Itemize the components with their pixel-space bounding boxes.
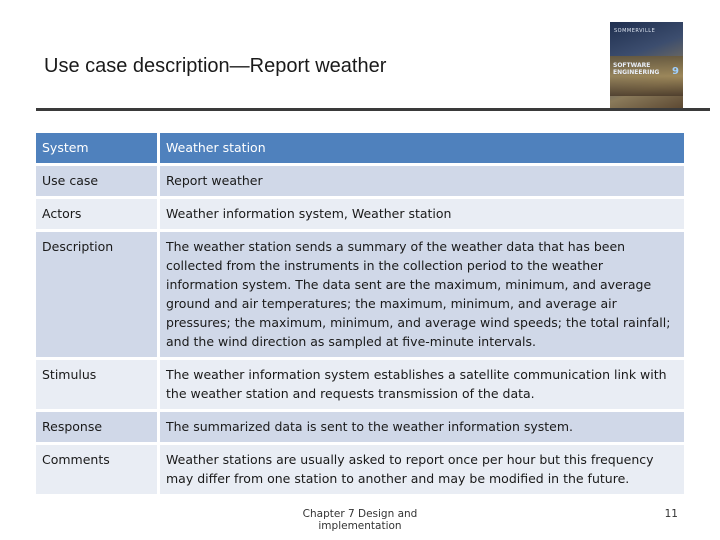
row-value: Weather station	[160, 133, 684, 163]
row-value: The summarized data is sent to the weather information system.	[160, 412, 684, 442]
row-value: Report weather	[160, 166, 684, 196]
table-row-system	[36, 133, 684, 163]
cover-author: SOMMERVILLE	[614, 28, 656, 34]
row-value: The weather station sends a summary of the weather data that has been collected from the instruments in the collection period to the weather information system. The data sent are the maximum, minimum, and average ground and air temperatures; the maximum, minimum, and average air pressures; the maximum, minimum, and average wind speeds; the total rainfall; and the wind direction as sampled at five-minute intervals.	[160, 232, 684, 357]
row-value: Weather information system, Weather station	[160, 199, 684, 229]
row-label: Actors	[36, 199, 160, 229]
table-row-stimulus	[36, 360, 684, 409]
row-value: Weather stations are usually asked to report once per hour but this frequency may differ from one station to another and may be modified in the future.	[160, 445, 684, 494]
table-row-comments	[36, 445, 684, 494]
cover-title: SOFTWARE ENGINEERING	[613, 62, 660, 76]
row-label: Stimulus	[36, 360, 160, 409]
table-row-actors	[36, 199, 684, 229]
row-label: System	[36, 133, 160, 163]
row-label: Response	[36, 412, 160, 442]
table-row-use-case	[36, 166, 684, 196]
page-number: 11	[664, 508, 678, 520]
use-case-table	[36, 130, 684, 497]
title-divider	[36, 108, 710, 111]
book-cover-image	[610, 22, 683, 110]
row-label: Use case	[36, 166, 160, 196]
table-row-response	[36, 412, 684, 442]
footer-chapter: Chapter 7 Design and implementation	[302, 508, 418, 532]
slide-title: Use case description—Report weather	[44, 55, 387, 77]
row-value: The weather information system establishes a satellite communication link with the weather station and requests transmission of the data.	[160, 360, 684, 409]
row-label: Comments	[36, 445, 160, 494]
row-label: Description	[36, 232, 160, 357]
table-row-description	[36, 232, 684, 357]
cover-edition: 9	[672, 66, 679, 77]
